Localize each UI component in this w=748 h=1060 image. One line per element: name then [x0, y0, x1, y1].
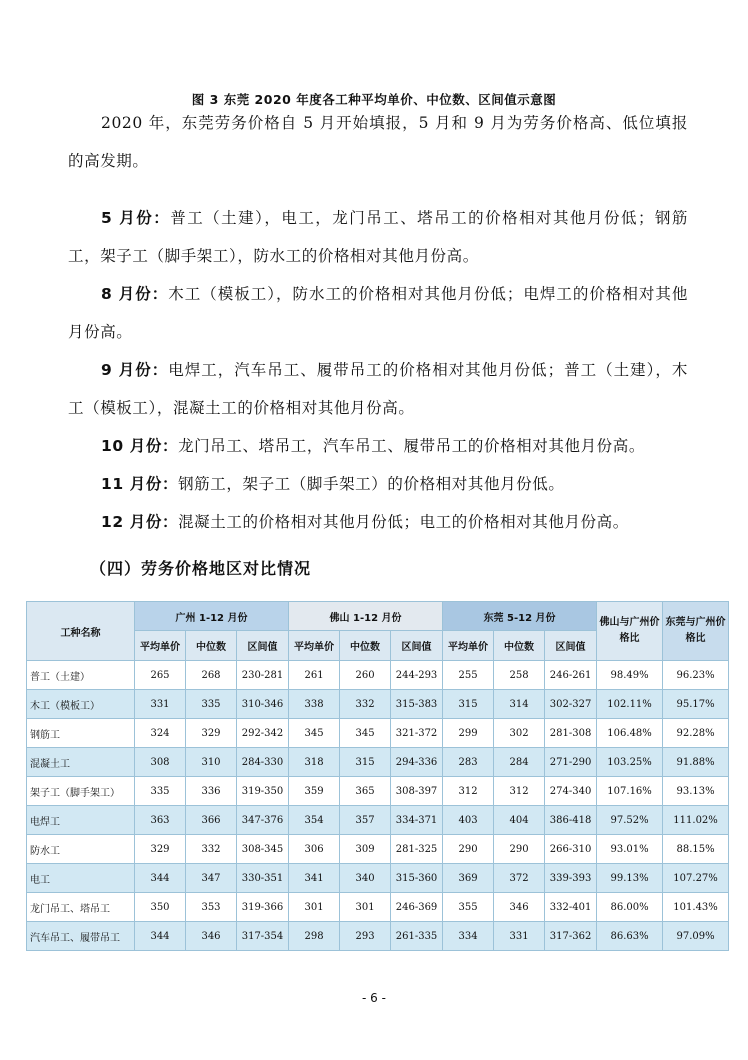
- cell-trade-name: 防水工: [27, 835, 135, 864]
- cell-fs-median: 365: [340, 777, 391, 806]
- month-text: 木工（模板工），防水工的价格相对其他月份低；电焊工的价格相对其他月份高。: [68, 285, 688, 341]
- cell-dg-range: 332-401: [545, 893, 597, 922]
- cell-ratio-dongguan: 88.15%: [663, 835, 729, 864]
- cell-ratio-foshan: 98.49%: [597, 661, 663, 690]
- cell-gz-range: 292-342: [237, 719, 289, 748]
- cell-ratio-dongguan: 107.27%: [663, 864, 729, 893]
- cell-fs-range: 308-397: [391, 777, 443, 806]
- cell-dg-avg: 283: [443, 748, 494, 777]
- cell-ratio-dongguan: 91.88%: [663, 748, 729, 777]
- cell-gz-median: 310: [186, 748, 237, 777]
- cell-fs-range: 244-293: [391, 661, 443, 690]
- cell-gz-avg: 363: [135, 806, 186, 835]
- month-label: 12 月份：: [101, 513, 179, 531]
- cell-trade-name: 汽车吊工、履带吊工: [27, 922, 135, 951]
- cell-dg-avg: 315: [443, 690, 494, 719]
- cell-trade-name: 钢筋工: [27, 719, 135, 748]
- month-paragraph-10: [68, 427, 688, 465]
- price-comparison-table: [26, 601, 729, 951]
- cell-fs-median: 293: [340, 922, 391, 951]
- cell-dg-median: 302: [494, 719, 545, 748]
- cell-gz-median: 335: [186, 690, 237, 719]
- month-paragraph-8: [68, 275, 688, 351]
- cell-ratio-foshan: 107.16%: [597, 777, 663, 806]
- cell-gz-range: 284-330: [237, 748, 289, 777]
- sub-header-avg: 平均单价: [289, 631, 340, 661]
- cell-trade-name: 木工（模板工）: [27, 690, 135, 719]
- cell-gz-median: 329: [186, 719, 237, 748]
- cell-gz-avg: 329: [135, 835, 186, 864]
- cell-dg-median: 312: [494, 777, 545, 806]
- cell-gz-range: 230-281: [237, 661, 289, 690]
- sub-header-median: 中位数: [494, 631, 545, 661]
- cell-fs-median: 260: [340, 661, 391, 690]
- cell-fs-avg: 354: [289, 806, 340, 835]
- cell-dg-range: 281-308: [545, 719, 597, 748]
- col-header-name: 工种名称: [27, 602, 135, 661]
- cell-dg-median: 284: [494, 748, 545, 777]
- cell-gz-median: 336: [186, 777, 237, 806]
- cell-gz-avg: 344: [135, 864, 186, 893]
- cell-dg-avg: 403: [443, 806, 494, 835]
- cell-dg-avg: 355: [443, 893, 494, 922]
- month-label: 8 月份：: [101, 285, 169, 303]
- cell-dg-median: 331: [494, 922, 545, 951]
- cell-dg-median: 346: [494, 893, 545, 922]
- cell-gz-median: 332: [186, 835, 237, 864]
- cell-dg-avg: 255: [443, 661, 494, 690]
- cell-dg-range: 271-290: [545, 748, 597, 777]
- cell-fs-median: 332: [340, 690, 391, 719]
- sub-header-range: 区间值: [545, 631, 597, 661]
- page-number: - 6 -: [362, 991, 386, 1005]
- cell-dg-range: 302-327: [545, 690, 597, 719]
- cell-dg-avg: 369: [443, 864, 494, 893]
- cell-fs-median: 340: [340, 864, 391, 893]
- cell-gz-avg: 324: [135, 719, 186, 748]
- cell-dg-range: 339-393: [545, 864, 597, 893]
- cell-gz-range: 317-354: [237, 922, 289, 951]
- cell-dg-median: 258: [494, 661, 545, 690]
- month-label: 10 月份：: [101, 437, 179, 455]
- month-paragraph-12: [68, 503, 688, 541]
- col-header-ratio-dongguan: 东莞与广州价格比: [663, 602, 729, 661]
- cell-fs-median: 309: [340, 835, 391, 864]
- group-header-guangzhou: 广州 1-12 月份: [135, 602, 289, 631]
- table-row: [27, 922, 729, 951]
- cell-fs-avg: 345: [289, 719, 340, 748]
- cell-ratio-foshan: 93.01%: [597, 835, 663, 864]
- sub-header-range: 区间值: [391, 631, 443, 661]
- cell-fs-avg: 359: [289, 777, 340, 806]
- cell-gz-avg: 265: [135, 661, 186, 690]
- month-text: 普工（土建），电工，龙门吊工、塔吊工的价格相对其他月份低；钢筋工，架子工（脚手架工），防水工的价格相对其他月份高。: [68, 209, 689, 265]
- figure-caption: 图 3 东莞 2020 年度各工种平均单价、中位数、区间值示意图: [191, 92, 557, 107]
- cell-ratio-dongguan: 101.43%: [663, 893, 729, 922]
- cell-gz-median: 347: [186, 864, 237, 893]
- cell-fs-range: 315-360: [391, 864, 443, 893]
- cell-fs-avg: 301: [289, 893, 340, 922]
- month-paragraph-9: [68, 351, 688, 427]
- cell-gz-median: 346: [186, 922, 237, 951]
- cell-trade-name: 电焊工: [27, 806, 135, 835]
- cell-fs-range: 315-383: [391, 690, 443, 719]
- col-header-ratio-foshan: 佛山与广州价格比: [597, 602, 663, 661]
- cell-ratio-dongguan: 92.28%: [663, 719, 729, 748]
- cell-ratio-dongguan: 95.17%: [663, 690, 729, 719]
- cell-gz-median: 353: [186, 893, 237, 922]
- cell-ratio-foshan: 97.52%: [597, 806, 663, 835]
- cell-dg-range: 266-310: [545, 835, 597, 864]
- month-label: 5 月份：: [101, 209, 171, 227]
- cell-fs-avg: 338: [289, 690, 340, 719]
- table-row: [27, 835, 729, 864]
- month-text: 混凝土工的价格相对其他月份低；电工的价格相对其他月份高。: [178, 513, 629, 531]
- cell-dg-range: 317-362: [545, 922, 597, 951]
- month-label: 9 月份：: [101, 361, 169, 379]
- cell-gz-avg: 335: [135, 777, 186, 806]
- section-title: （四）劳务价格地区对比情况: [90, 559, 312, 578]
- cell-gz-median: 268: [186, 661, 237, 690]
- table-row: [27, 748, 729, 777]
- table-row: [27, 661, 729, 690]
- cell-dg-avg: 290: [443, 835, 494, 864]
- month-paragraph-11: [68, 465, 688, 503]
- cell-dg-range: 386-418: [545, 806, 597, 835]
- cell-fs-avg: 318: [289, 748, 340, 777]
- cell-gz-range: 347-376: [237, 806, 289, 835]
- sub-header-avg: 平均单价: [443, 631, 494, 661]
- cell-ratio-foshan: 99.13%: [597, 864, 663, 893]
- cell-dg-avg: 334: [443, 922, 494, 951]
- cell-gz-range: 319-350: [237, 777, 289, 806]
- cell-ratio-foshan: 102.11%: [597, 690, 663, 719]
- cell-fs-avg: 341: [289, 864, 340, 893]
- cell-gz-range: 310-346: [237, 690, 289, 719]
- cell-ratio-foshan: 103.25%: [597, 748, 663, 777]
- group-header-foshan: 佛山 1-12 月份: [289, 602, 443, 631]
- table-header-row: [27, 602, 729, 631]
- cell-dg-avg: 299: [443, 719, 494, 748]
- cell-ratio-dongguan: 111.02%: [663, 806, 729, 835]
- table-row: [27, 806, 729, 835]
- cell-fs-range: 294-336: [391, 748, 443, 777]
- table-row: [27, 893, 729, 922]
- sub-header-range: 区间值: [237, 631, 289, 661]
- cell-dg-range: 246-261: [545, 661, 597, 690]
- month-text: 电焊工，汽车吊工、履带吊工的价格相对其他月份低；普工（土建），木工（模板工），混凝土工的价格相对其他月份高。: [68, 361, 688, 417]
- cell-fs-range: 281-325: [391, 835, 443, 864]
- cell-fs-median: 315: [340, 748, 391, 777]
- intro-text: 2020 年，东莞劳务价格自 5 月开始填报，5 月和 9 月为劳务价格高、低位填报的高发期。: [68, 114, 688, 170]
- month-text: 钢筋工，架子工（脚手架工）的价格相对其他月份低。: [178, 475, 565, 493]
- cell-fs-range: 261-335: [391, 922, 443, 951]
- cell-trade-name: 混凝土工: [27, 748, 135, 777]
- cell-ratio-foshan: 106.48%: [597, 719, 663, 748]
- sub-header-median: 中位数: [186, 631, 237, 661]
- table-row: [27, 719, 729, 748]
- month-text: 龙门吊工、塔吊工，汽车吊工、履带吊工的价格相对其他月份高。: [178, 437, 645, 455]
- cell-fs-range: 246-369: [391, 893, 443, 922]
- cell-fs-avg: 306: [289, 835, 340, 864]
- cell-fs-median: 345: [340, 719, 391, 748]
- cell-dg-median: 372: [494, 864, 545, 893]
- cell-fs-median: 301: [340, 893, 391, 922]
- intro-paragraph: [68, 104, 688, 180]
- group-header-dongguan: 东莞 5-12 月份: [443, 602, 597, 631]
- table-row: [27, 864, 729, 893]
- cell-gz-avg: 308: [135, 748, 186, 777]
- cell-dg-median: 290: [494, 835, 545, 864]
- cell-dg-avg: 312: [443, 777, 494, 806]
- cell-trade-name: 龙门吊工、塔吊工: [27, 893, 135, 922]
- cell-fs-avg: 261: [289, 661, 340, 690]
- cell-dg-median: 404: [494, 806, 545, 835]
- sub-header-median: 中位数: [340, 631, 391, 661]
- cell-fs-range: 321-372: [391, 719, 443, 748]
- cell-dg-median: 314: [494, 690, 545, 719]
- table-row: [27, 777, 729, 806]
- month-label: 11 月份：: [101, 475, 179, 493]
- cell-fs-median: 357: [340, 806, 391, 835]
- cell-trade-name: 电工: [27, 864, 135, 893]
- cell-gz-range: 330-351: [237, 864, 289, 893]
- cell-trade-name: 普工（土建）: [27, 661, 135, 690]
- cell-ratio-dongguan: 96.23%: [663, 661, 729, 690]
- cell-fs-range: 334-371: [391, 806, 443, 835]
- cell-fs-avg: 298: [289, 922, 340, 951]
- sub-header-avg: 平均单价: [135, 631, 186, 661]
- cell-gz-median: 366: [186, 806, 237, 835]
- cell-gz-avg: 344: [135, 922, 186, 951]
- cell-gz-avg: 331: [135, 690, 186, 719]
- cell-gz-range: 319-366: [237, 893, 289, 922]
- cell-gz-range: 308-345: [237, 835, 289, 864]
- cell-ratio-foshan: 86.00%: [597, 893, 663, 922]
- month-paragraph-5: [68, 199, 688, 275]
- cell-dg-range: 274-340: [545, 777, 597, 806]
- cell-gz-avg: 350: [135, 893, 186, 922]
- cell-trade-name: 架子工（脚手架工）: [27, 777, 135, 806]
- cell-ratio-dongguan: 97.09%: [663, 922, 729, 951]
- cell-ratio-foshan: 86.63%: [597, 922, 663, 951]
- cell-ratio-dongguan: 93.13%: [663, 777, 729, 806]
- table-row: [27, 690, 729, 719]
